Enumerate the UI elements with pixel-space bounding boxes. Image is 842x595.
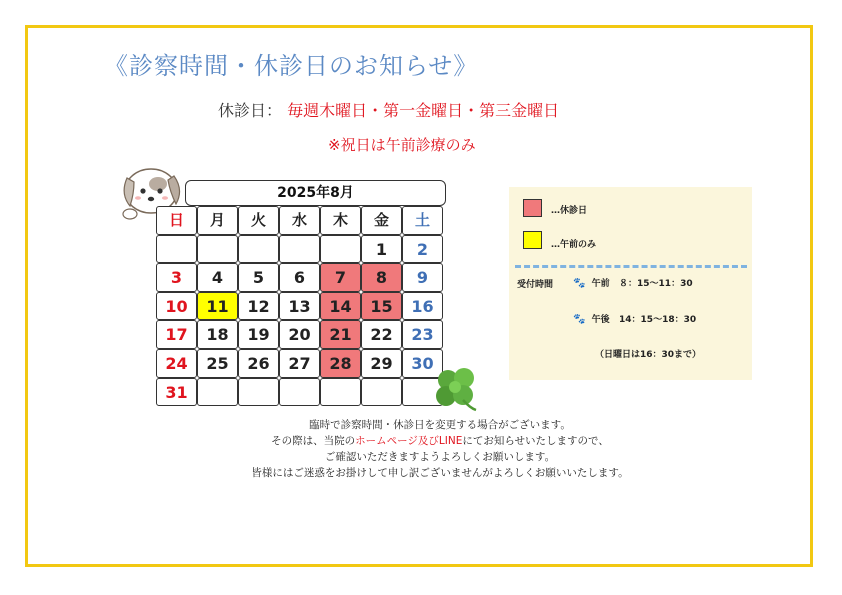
calendar-empty-cell	[279, 235, 320, 264]
calendar-empty-cell	[197, 235, 238, 264]
message-line-2-post: にてお知らせいたしますので、	[462, 435, 609, 447]
calendar-empty-cell	[197, 378, 238, 407]
calendar-day: 31	[156, 378, 197, 407]
message-line-3: ご確認いただきますようよろしくお願いします。	[324, 451, 556, 463]
calendar-empty-cell	[238, 235, 279, 264]
page-title: 《診察時間・休診日のお知らせ》	[104, 52, 479, 80]
calendar-empty-cell	[361, 378, 402, 407]
closed-legend-label: …休診日	[551, 206, 588, 216]
calendar-day: 2	[402, 235, 443, 264]
message-line-1: 臨時で診察時間・休診日を変更する場合がございます。	[309, 419, 571, 431]
calendar-day: 1	[361, 235, 402, 264]
am-row	[573, 276, 693, 289]
weekday-wed: 水	[279, 206, 320, 235]
am-hours: ８：15～11：30	[619, 279, 693, 289]
calendar-day: 23	[402, 320, 443, 349]
legend-panel	[509, 187, 752, 380]
holiday-days: 毎週木曜日・第一金曜日・第三金曜日	[287, 101, 560, 120]
calendar-day: 30	[402, 349, 443, 378]
weekday-mon: 月	[197, 206, 238, 235]
calendar-day: 8	[361, 263, 402, 292]
pm-row	[573, 312, 696, 325]
morning-swatch	[523, 231, 542, 249]
calendar-empty-cell	[320, 235, 361, 264]
pm-label: 午後	[591, 315, 610, 325]
calendar-day: 6	[279, 263, 320, 292]
am-label: 午前	[591, 279, 610, 289]
calendar-day: 11	[197, 292, 238, 321]
calendar-day: 5	[238, 263, 279, 292]
clover-icon	[430, 364, 482, 412]
paw-icon: 🐾	[573, 314, 586, 325]
calendar-day: 25	[197, 349, 238, 378]
calendar-day: 19	[238, 320, 279, 349]
weekday-thu: 木	[320, 206, 361, 235]
calendar-day: 24	[156, 349, 197, 378]
calendar-empty-cell	[156, 235, 197, 264]
calendar-day: 28	[320, 349, 361, 378]
message-line-2-pre: その際は、当院の	[271, 435, 356, 447]
calendar-day: 16	[402, 292, 443, 321]
closed-swatch	[523, 199, 542, 217]
reception-label: 受付時間	[517, 280, 554, 290]
holiday-label: 休診日：	[218, 101, 283, 120]
calendar-day: 20	[279, 320, 320, 349]
calendar-day: 15	[361, 292, 402, 321]
pm-hours: 14：15～18：30	[619, 315, 697, 325]
calendar-day: 13	[279, 292, 320, 321]
paw-icon: 🐾	[573, 278, 586, 289]
weekday-fri: 金	[361, 206, 402, 235]
message-line-2	[190, 433, 690, 449]
calendar-day: 3	[156, 263, 197, 292]
calendar-month-header: 2025年8月	[185, 180, 446, 206]
calendar-day: 18	[197, 320, 238, 349]
calendar-day: 12	[238, 292, 279, 321]
calendar-empty-cell	[238, 378, 279, 407]
homepage-line-link[interactable]: ホームページ及びLINE	[355, 435, 463, 447]
notice-message	[190, 417, 690, 481]
calendar-day: 9	[402, 263, 443, 292]
calendar-empty-cell	[320, 378, 361, 407]
calendar-day: 10	[156, 292, 197, 321]
legend-divider	[515, 265, 747, 268]
morning-legend-label: …午前のみ	[551, 240, 597, 250]
calendar-empty-cell	[279, 378, 320, 407]
calendar-day: 14	[320, 292, 361, 321]
calendar-day: 26	[238, 349, 279, 378]
calendar-day: 29	[361, 349, 402, 378]
holiday-info	[218, 98, 559, 121]
calendar-day: 7	[320, 263, 361, 292]
weekday-sun: 日	[156, 206, 197, 235]
holiday-note: ※祝日は午前診療のみ	[328, 136, 476, 154]
message-line-4: 皆様にはご迷惑をお掛けして申し訳ございませんがよろしくお願いいたします。	[251, 467, 629, 479]
calendar-day: 27	[279, 349, 320, 378]
calendar-day: 4	[197, 263, 238, 292]
weekday-sat: 土	[402, 206, 443, 235]
calendar-day: 21	[320, 320, 361, 349]
saturday-note: （日曜日は16：30まで）	[595, 350, 702, 360]
weekday-tue: 火	[238, 206, 279, 235]
calendar-day: 22	[361, 320, 402, 349]
calendar-day: 17	[156, 320, 197, 349]
calendar-grid	[156, 206, 443, 406]
